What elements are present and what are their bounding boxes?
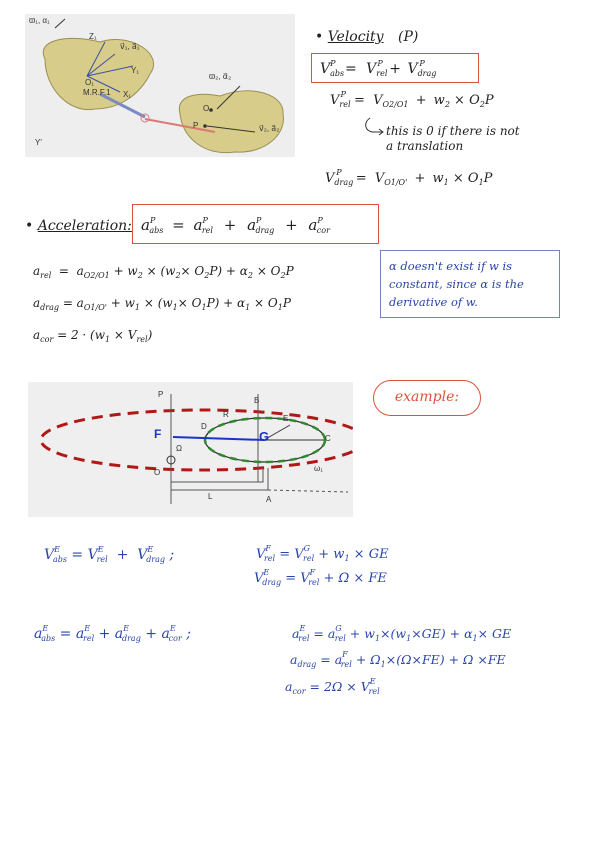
acceleration-heading-row: • Acceleration:: [25, 218, 132, 234]
note-hook-arrow: [362, 116, 386, 138]
velocity-note-line-2: a translation: [386, 139, 464, 153]
acceleration-drag-equation: $a_{drag} = a_{O1/O'} + w_1 \times (w_1\times O_1P) + \alpha_1 \times O_1P$: [33, 296, 291, 312]
label-l: L: [208, 492, 213, 501]
figure-2: [28, 382, 353, 517]
alpha-note-line-2: constant, since α is the: [389, 277, 524, 291]
label-o2: O₂: [203, 104, 213, 113]
label-g: G: [259, 429, 270, 444]
example-a-cor: $a_{cor} = 2\Omega \times V^E_{rel}$: [285, 677, 380, 696]
label-x1: X₁: [123, 90, 132, 99]
dashed-extension: [268, 490, 348, 492]
velocity-heading: Velocity: [327, 29, 384, 45]
label-f: F: [154, 427, 162, 441]
label-omega1: ϖ₁, α₁: [29, 16, 50, 25]
omega1-arrow: [55, 19, 65, 28]
label-o: O: [154, 468, 161, 477]
label-c: C: [325, 434, 331, 443]
acceleration-rel-equation: $a_{rel} = a_{O2/O1} + w_2 \times (w_2\times O_2P) + \alpha_2 \times O_2P$: [33, 264, 294, 280]
label-z1: Z₁: [89, 32, 97, 41]
velocity-boxed-equation: $V_{abs}^P = V_{rel}^P + V_{drag}^P$: [311, 53, 479, 83]
alpha-note-line-1: α doesn't exist if w is: [389, 259, 513, 273]
example-a-abs: $a^E_{abs} = a^E_{rel} + a^E_{drag} + a^E_{cor}$ ;: [34, 624, 191, 643]
label-v1a1: v⃗₁, a⃗₁: [120, 42, 140, 51]
arm-frame: [171, 468, 268, 504]
example-v-rel: $V^F_{rel} = V^G_{rel} + w_1$ × GE: [256, 544, 389, 563]
label-v2a2: v⃗₂, a⃗₂: [259, 124, 280, 133]
alpha-note-line-3: derivative of w.: [389, 295, 478, 309]
label-p: P: [193, 121, 199, 130]
velocity-note-line-1: this is 0 if there is not: [386, 124, 520, 138]
velocity-rel-equation: $V_{rel}^P = V_{O2/O1} + w_2 \times O_2P$: [330, 90, 494, 109]
example-v-drag: $V^E_{drag} = V^F_{rel} + \Omega$ × FE: [254, 568, 387, 587]
label-a: A: [266, 495, 272, 504]
joint: [141, 114, 149, 122]
example-label: example:: [394, 389, 460, 405]
fg-line: [173, 437, 264, 440]
alpha-note-box: [380, 250, 560, 318]
label-b: B: [254, 396, 260, 405]
label-e: E: [283, 414, 289, 423]
rigid-bodies-diagram: [25, 14, 295, 157]
label-d: D: [201, 422, 207, 431]
example-v-abs: $V^E_{abs} = V^E_{rel} + V^E_{drag}$ ;: [44, 545, 175, 564]
label-y1: Y₁: [131, 66, 140, 75]
label-mrf: M.R.F.1: [83, 88, 111, 97]
label-p2: P: [158, 390, 164, 399]
velocity-heading-row: • Velocity (P): [315, 29, 419, 45]
mechanism-diagram: [28, 382, 353, 517]
figure-1: [25, 14, 295, 157]
acceleration-cor-equation: $a_{cor} = 2 \cdot (w_1 \times V_{rel})$: [33, 328, 153, 344]
example-a-rel: $a^E_{rel} = a^G_{rel} + w_1\times(w_1\times GE) + \alpha_1\times$ GE: [292, 624, 512, 643]
label-omega2: ϖ₂, α⃗₂: [209, 72, 232, 81]
label-r: R: [223, 410, 229, 419]
acceleration-heading: Acceleration:: [37, 218, 132, 234]
label-w1: ω₁: [314, 464, 323, 473]
velocity-note: [386, 124, 520, 154]
velocity-drag-equation: $V_{drag}^P = V_{O1/O'} + w_1 \times O_1P$: [325, 168, 493, 187]
point-p: [203, 124, 207, 128]
velocity-point: (P): [398, 29, 419, 45]
acceleration-boxed-equation: $a^P_{abs} = a^P_{rel} + a^P_{drag} + a^P_{cor}$: [132, 204, 379, 244]
label-o1: O₁: [85, 78, 94, 87]
label-y-prime: Y': [35, 138, 42, 147]
example-oval: [373, 380, 481, 416]
example-a-drag: $a_{drag} = a^F_{rel} + \Omega_1\times(\Omega\times FE) + \Omega \times FE$: [290, 650, 506, 669]
label-omega: Ω: [176, 444, 182, 453]
